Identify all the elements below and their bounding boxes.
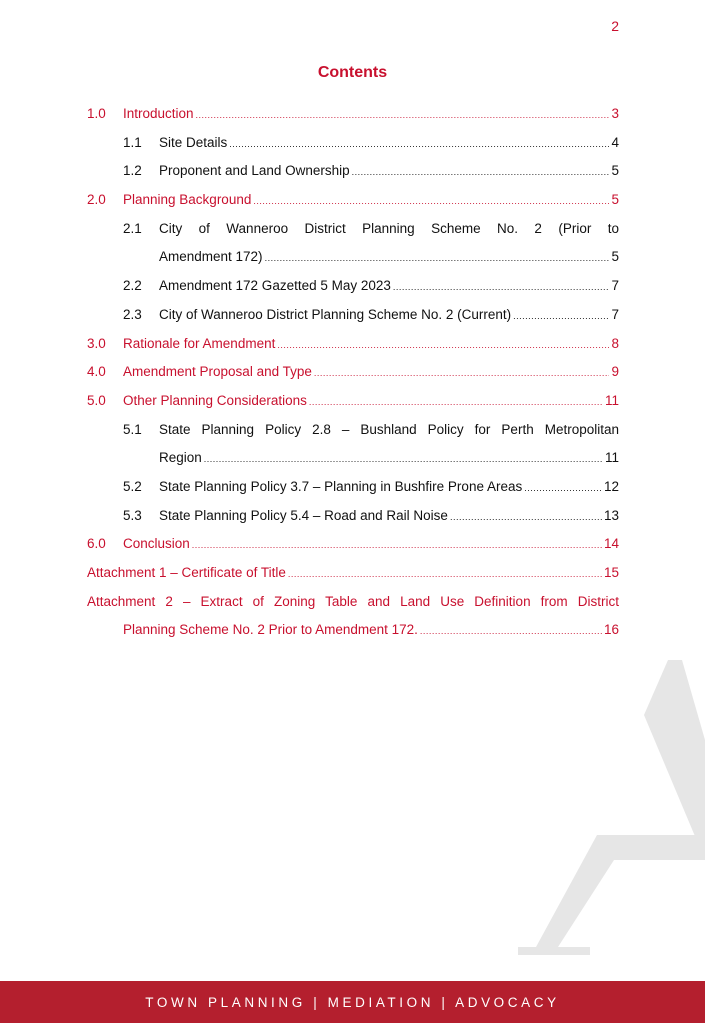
toc-title-continued: Planning Scheme No. 2 Prior to Amendment 172. (123, 622, 418, 638)
dot-leader (352, 167, 610, 177)
dot-leader (192, 540, 602, 550)
toc-page: 15 (603, 565, 619, 580)
toc-page: 3 (611, 106, 619, 121)
toc-entry-3-0[interactable] (87, 336, 619, 365)
page-number: 2 (611, 18, 619, 34)
page-title: Contents (317, 64, 388, 81)
toc-number: 5.0 (87, 392, 106, 408)
toc-entry-5-3[interactable] (87, 508, 619, 537)
toc-title: State Planning Policy 3.7 – Planning in Bushfire Prone Areas (159, 478, 523, 494)
dot-leader (309, 397, 603, 407)
toc-number: 2.0 (87, 192, 106, 208)
table-of-contents (87, 106, 619, 651)
toc-page: 11 (604, 392, 619, 408)
toc-title: Conclusion (123, 536, 190, 552)
dot-leader (513, 311, 609, 321)
dot-leader (229, 139, 609, 149)
toc-page: 5 (611, 163, 619, 179)
toc-number: 2.1 (123, 220, 142, 236)
toc-number: 5.3 (123, 507, 142, 523)
dot-leader (253, 196, 609, 206)
dot-leader (524, 483, 602, 493)
toc-entry-attachment-2-continued[interactable] (87, 622, 619, 651)
dot-leader (393, 282, 610, 292)
toc-page: 14 (603, 536, 619, 552)
dot-leader (420, 626, 602, 636)
toc-number: 1.2 (123, 163, 142, 179)
toc-entry-1-2[interactable] (87, 163, 619, 192)
toc-entry-2-1[interactable] (87, 221, 619, 250)
toc-entry-4-0[interactable] (87, 364, 619, 393)
toc-page: 16 (603, 622, 619, 638)
toc-entry-1-1[interactable] (87, 135, 619, 164)
toc-page: 5 (611, 249, 619, 265)
footer-band (0, 981, 705, 1023)
toc-title-continued: Amendment 172) (159, 249, 263, 265)
toc-number: 6.0 (87, 536, 106, 552)
toc-number: 3.0 (87, 335, 106, 351)
toc-number: 1.0 (87, 106, 106, 121)
toc-title: Attachment 1 – Certificate of Title (87, 565, 286, 580)
toc-entry-2-1-continued[interactable] (87, 249, 619, 278)
toc-title: State Planning Policy 5.4 – Road and Rail Noise (159, 507, 448, 523)
toc-number: 1.1 (123, 134, 142, 150)
toc-title: Proponent and Land Ownership (159, 163, 350, 179)
dot-leader (277, 340, 609, 350)
dot-leader (204, 454, 603, 464)
toc-entry-5-2[interactable] (87, 479, 619, 508)
toc-entry-5-1[interactable] (87, 422, 619, 451)
toc-entry-2-0[interactable] (87, 192, 619, 221)
toc-title: Introduction (123, 106, 194, 121)
toc-title: Amendment 172 Gazetted 5 May 2023 (159, 278, 391, 294)
toc-entry-2-3[interactable] (87, 307, 619, 336)
dot-leader (450, 512, 602, 522)
toc-number: 5.2 (123, 478, 142, 494)
toc-page: 5 (611, 192, 619, 208)
toc-page: 7 (611, 278, 619, 294)
toc-title: City of Wanneroo District Planning Scheme No. 2 (Prior to (159, 220, 619, 236)
footer-tagline: TOWN PLANNING | MEDIATION | ADVOCACY (145, 994, 560, 1010)
toc-entry-5-0[interactable] (87, 393, 619, 422)
toc-page: 9 (611, 364, 619, 380)
toc-number: 5.1 (123, 421, 142, 437)
toc-title: Other Planning Considerations (123, 392, 307, 408)
toc-number: 2.3 (123, 306, 142, 322)
toc-title: Planning Background (123, 192, 252, 208)
toc-page: 12 (603, 478, 619, 494)
toc-entry-attachment-1[interactable] (87, 565, 619, 594)
toc-title: Attachment 2 – Extract of Zoning Table and Land Use Definition from District (87, 593, 619, 609)
toc-entry-6-0[interactable] (87, 536, 619, 565)
dot-leader (314, 368, 610, 378)
toc-entry-5-1-continued[interactable] (87, 450, 619, 479)
toc-title-continued: Region (159, 450, 202, 466)
toc-page: 11 (604, 450, 619, 466)
toc-title: Rationale for Amendment (123, 335, 276, 351)
watermark-a-logo (510, 655, 705, 955)
dot-leader (288, 569, 602, 579)
toc-number: 4.0 (87, 364, 106, 380)
toc-entry-attachment-2[interactable] (87, 594, 619, 623)
toc-page: 7 (611, 306, 619, 322)
toc-number: 2.2 (123, 278, 142, 294)
toc-title: Site Details (159, 134, 228, 150)
toc-title: City of Wanneroo District Planning Scheme No. 2 (Current) (159, 306, 512, 322)
toc-title: Amendment Proposal and Type (123, 364, 312, 380)
toc-entry-2-2[interactable] (87, 278, 619, 307)
dot-leader (265, 253, 610, 263)
toc-entry-1-0[interactable] (87, 106, 619, 135)
dot-leader (196, 110, 610, 120)
toc-page: 13 (603, 507, 619, 523)
toc-page: 4 (611, 134, 619, 150)
toc-title: State Planning Policy 2.8 – Bushland Policy for Perth Metropolitan (159, 421, 619, 437)
toc-page: 8 (611, 335, 619, 351)
